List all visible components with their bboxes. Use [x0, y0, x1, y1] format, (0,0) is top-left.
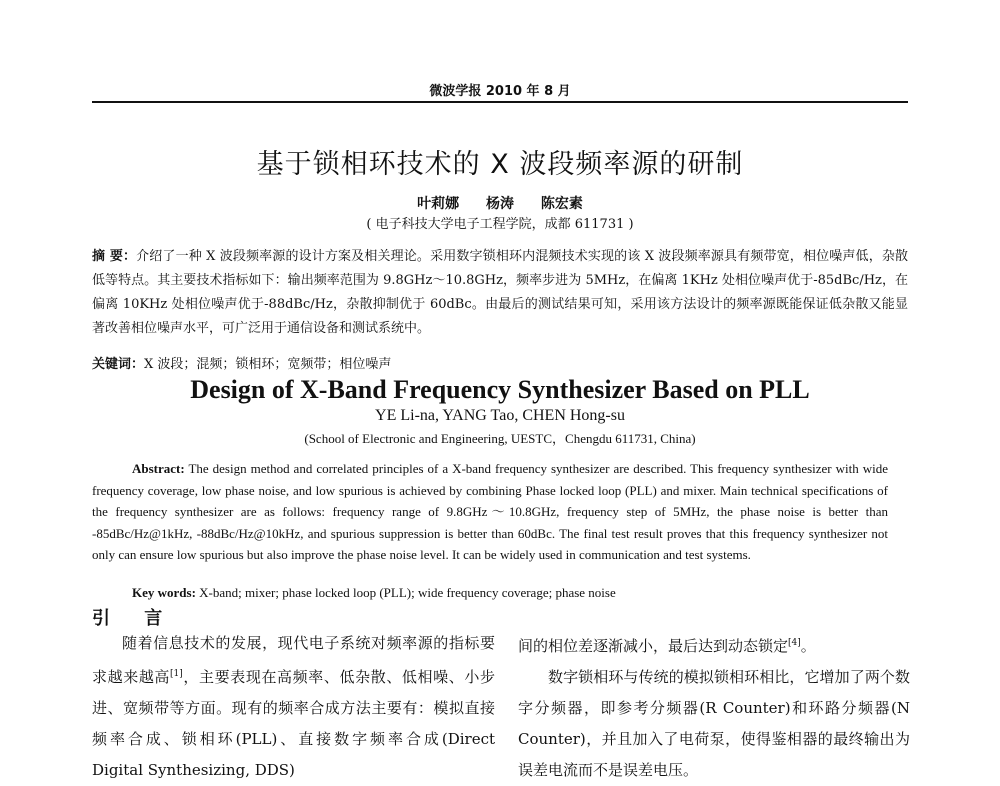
abstract-cn-label: 摘 要：	[92, 249, 137, 264]
body-right-para-1	[518, 628, 910, 662]
body-right-column	[518, 628, 910, 786]
abstract-en-label: Abstract:	[132, 461, 185, 476]
title-en: Design of X-Band Frequency Synthesizer Based on PLL	[190, 375, 810, 404]
citation-ref-1: [1]	[170, 669, 183, 679]
affiliation-en: (School of Electronic and Engineering, UESTC，Chengdu 611731, China)	[304, 431, 696, 446]
abstract-cn-text: 介绍了一种 X 波段频率源的设计方案及相关理论。采用数字锁相环内混频技术实现的该 X 波段频率源具有频带宽，相位噪声低，杂散低等特点。其主要技术指标如下：输出频率范围为 9.8GHz～10.8GHz，频率步进为 5MHz，在偏离 1KHz 处相位噪声优于-85dBc/Hz，在偏离 10KHz 处相位噪声优于-88dBc/Hz，杂散抑制优于 60dBc。由最后的测试结果可知，采用该方法设计的频率源既能保证低杂散又能显著改善相位噪声水平，可广泛用于通信设备和测试系统中。	[92, 249, 908, 336]
keywords-en-text: X-band; mixer; phase locked loop (PLL); wide frequency coverage; phase noise	[199, 585, 616, 600]
authors-en: YE Li-na, YANG Tao, CHEN Hong-su	[375, 407, 625, 424]
abstract-cn	[92, 245, 908, 341]
body-left-column	[92, 628, 495, 786]
keywords-cn-text: X 波段；混频；锁相环；宽频带；相位噪声	[144, 357, 392, 372]
abstract-en-text: The design method and correlated principles of a X-band frequency synthesizer are described. This frequency synthesizer with wide frequency coverage, low phase noise, and low spurious is achieved by combining Phase locked loop (PLL) and mixer. Main technical specifications of the frequency synthesizer are as follows: frequency range of 9.8GHz～10.8GHz, frequency step of 5MHz, the phase noise is better than -85dBc/Hz@1kHz, -88dBc/Hz@10kHz, and spurious suppression is better than 60dBc. The final test result proves that this frequency synthesizer not only can ensure low spurious but also improve the phase noise level. It can be widely used in communication and test systems.	[92, 461, 888, 562]
keywords-cn-label: 关键词：	[92, 357, 145, 372]
keywords-en	[132, 585, 892, 601]
keywords-en-label: Key words:	[132, 585, 196, 600]
header-rule	[92, 101, 908, 103]
keywords-cn	[92, 353, 908, 377]
body-left-text: 随着信息技术的发展，现代电子系统对频率源的指标要求越来越高	[92, 634, 495, 686]
abstract-en	[92, 458, 888, 566]
body-right-para-2: 数字锁相环与传统的模拟锁相环相比，它增加了两个数字分频器，即参考分频器(R Counter)和环路分频器(N Counter)，并且加入了电荷泵，使得鉴相器的最终输出为误差电流而不是误差电压。	[518, 668, 910, 779]
running-header: 微波学报 2010 年 8 月	[429, 84, 571, 99]
body-right-text-1: 间的相位差逐渐减小，最后达到动态锁定	[518, 637, 789, 655]
body-left-text-2: ，主要表现在高频率、低杂散、低相噪、小步进、宽频带等方面。现有的频率合成方法主要有：模拟直接频率合成、锁相环(PLL)、直接数字频率合成(Direct Digital Synthesizing, DDS)	[92, 668, 495, 779]
citation-ref-4: [4]	[788, 638, 801, 648]
body-right-text-1-end: 。	[800, 637, 816, 655]
authors-cn: 叶莉娜 杨涛 陈宏素	[417, 196, 583, 212]
affiliation-cn: ( 电子科技大学电子工程学院，成都 611731 )	[366, 217, 634, 232]
title-cn: 基于锁相环技术的 X 波段频率源的研制	[256, 149, 744, 180]
section-heading: 引 言	[92, 608, 177, 629]
